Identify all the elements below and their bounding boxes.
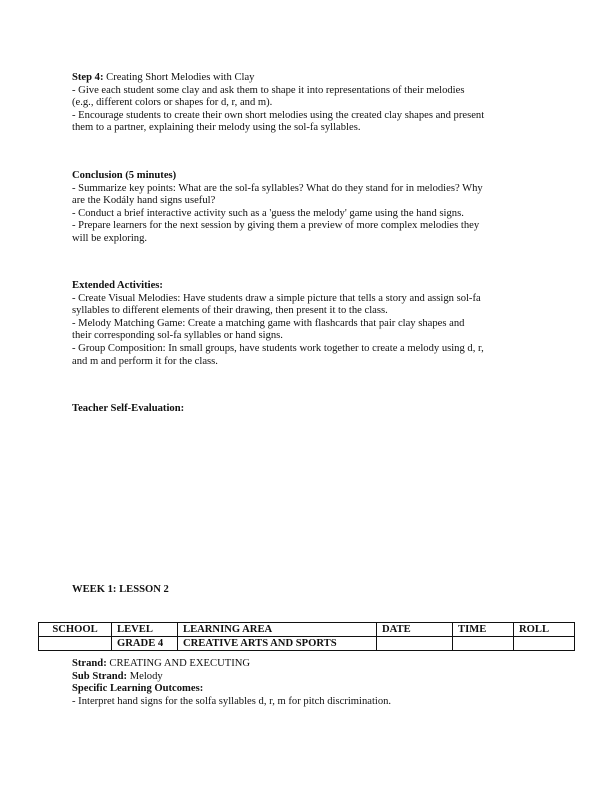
header-time: TIME bbox=[453, 623, 514, 637]
header-level: LEVEL bbox=[112, 623, 178, 637]
step-4-line: - Encourage students to create their own short melodies using the created clay shapes and present bbox=[72, 109, 485, 121]
sub-strand-value: Melody bbox=[129, 670, 163, 682]
strand-line bbox=[72, 658, 552, 671]
conclusion-section bbox=[72, 170, 552, 246]
strand-value: CREATING AND EXECUTING bbox=[109, 658, 251, 669]
conclusion-line: will be exploring. bbox=[72, 232, 148, 244]
step-4-title: Creating Short Melodies with Clay bbox=[106, 72, 255, 83]
extended-activities-line: and m and perform it for the class. bbox=[72, 355, 218, 367]
step-4-label: Step 4: bbox=[72, 72, 104, 83]
cell-roll bbox=[514, 637, 575, 651]
cell-date bbox=[377, 637, 453, 651]
lesson-heading-section bbox=[72, 584, 552, 597]
conclusion-heading: Conclusion (5 minutes) bbox=[72, 170, 177, 181]
header-school: SCHOOL bbox=[39, 623, 112, 637]
sub-strand-label: Sub Strand: bbox=[72, 670, 128, 682]
conclusion-line: - Prepare learners for the next session by giving them a preview of more complex melodies they bbox=[72, 220, 480, 232]
step-4-line: them to a partner, explaining their melody using the sol-fa syllables. bbox=[72, 122, 361, 134]
step-4-line: - Give each student some clay and ask them to shape it into representations of their melodies bbox=[72, 84, 465, 96]
table-row bbox=[39, 637, 575, 651]
strand-details-section bbox=[72, 658, 552, 708]
teacher-self-evaluation-heading: Teacher Self-Evaluation: bbox=[72, 403, 185, 414]
header-learning-area: LEARNING AREA bbox=[178, 623, 377, 637]
conclusion-line: are the Kodály hand signs useful? bbox=[72, 195, 216, 207]
step-4-title-line bbox=[72, 72, 552, 85]
lesson-info-table bbox=[38, 622, 574, 651]
extended-activities-heading: Extended Activities: bbox=[72, 280, 163, 291]
cell-learning-area: CREATIVE ARTS AND SPORTS bbox=[178, 637, 377, 651]
extended-activities-line: - Melody Matching Game: Create a matching game with flashcards that pair clay shapes and bbox=[72, 317, 465, 329]
lesson-heading: WEEK 1: LESSON 2 bbox=[72, 584, 169, 595]
conclusion-line: - Summarize key points: What are the sol-fa syllables? What do they stand for in melodies? Why bbox=[72, 182, 483, 194]
extended-activities-line: syllables to different elements of their drawing, then present it to the class. bbox=[72, 305, 388, 317]
outcome-item: - Interpret hand signs for the solfa syllables d, r, m for pitch discrimination. bbox=[72, 695, 392, 707]
cell-level: GRADE 4 bbox=[112, 637, 178, 651]
strand-label: Strand: bbox=[72, 658, 107, 669]
table-header-row bbox=[39, 623, 575, 637]
extended-activities-line: their corresponding sol-fa syllables or hand signs. bbox=[72, 330, 283, 342]
cell-school bbox=[39, 637, 112, 651]
sub-strand-line bbox=[72, 671, 552, 684]
header-roll: ROLL bbox=[514, 623, 575, 637]
outcomes-heading: Specific Learning Outcomes: bbox=[72, 683, 204, 695]
extended-activities-line: - Create Visual Melodies: Have students draw a simple picture that tells a story and assign sol-fa bbox=[72, 292, 481, 304]
teacher-self-evaluation-section bbox=[72, 403, 552, 416]
cell-time bbox=[453, 637, 514, 651]
step-4-section bbox=[72, 72, 552, 135]
header-date: DATE bbox=[377, 623, 453, 637]
extended-activities-section bbox=[72, 280, 552, 368]
conclusion-line: - Conduct a brief interactive activity such as a 'guess the melody' game using the hand signs. bbox=[72, 207, 464, 219]
step-4-line: (e.g., different colors or shapes for d, r, and m). bbox=[72, 97, 273, 109]
extended-activities-line: - Group Composition: In small groups, have students work together to create a melody using d, r, bbox=[72, 342, 484, 354]
